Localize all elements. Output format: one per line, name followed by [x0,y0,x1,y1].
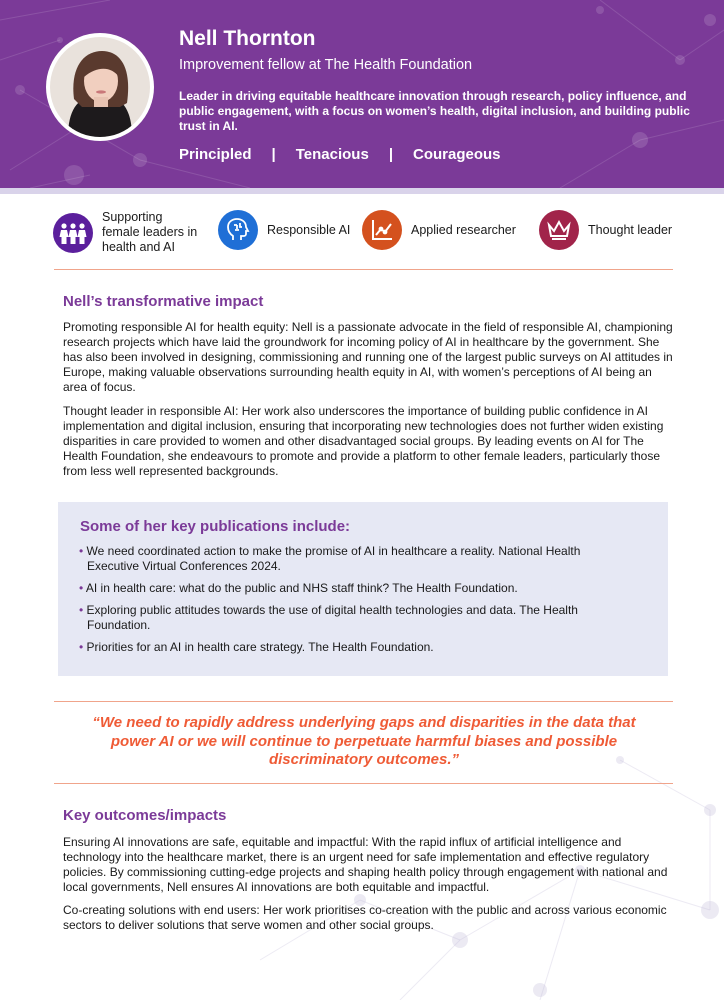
traits-list [179,146,501,163]
trait-courageous: Courageous [413,146,501,163]
trait-principled: Principled [179,146,252,163]
highlight-applied-researcher [362,210,516,250]
outcomes-heading: Key outcomes/impacts [63,807,227,824]
highlight-thought-leader [539,210,672,250]
bullet-icon: • [79,544,84,558]
impact-paragraph: Thought leader in responsible AI: Her work also underscores the importance of building public confidence in AI implementation and digital inclusion, ensuring that incorporating new technologies does not further widen existing disparities in care provided to women and other disadvantaged social groups. By leading events on AI for The Health Foundation, she endeavours to promote and provide a platform to other female leaders, particularly those from less well represented backgrounds. [63,404,664,478]
profile-role: Improvement fellow at The Health Foundation [179,57,473,73]
publication-item: • AI in health care: what do the public and NHS staff think? The Health Foundation. [79,581,518,595]
section-divider [54,783,673,784]
trait-separator: | [271,146,276,163]
highlight-label: Applied researcher [411,222,516,237]
section-divider [54,269,673,270]
trait-separator: | [388,146,394,163]
highlight-female-leaders [53,210,202,255]
trait-tenacious: Tenacious [295,146,369,163]
brain-head-icon [218,210,258,250]
impact-heading: Nell’s transformative impact [63,293,264,310]
outcomes-paragraph: Co-creating solutions with end users: Her work prioritises co-creation with the public and across various economic sectors to deliver solutions that serve women and other social groups. [63,903,667,932]
women-group-icon [53,213,93,253]
highlight-responsible-ai [218,210,350,250]
profile-header [0,0,724,188]
bullet-icon: • [79,603,84,617]
profile-photo [46,33,154,141]
publications-heading: Some of her key publications include: [80,518,351,535]
profile-name: Nell Thornton [179,27,316,50]
crown-icon [539,210,579,250]
highlight-label: Supporting female leaders in health and AI [102,210,198,254]
bullet-icon: • [79,640,84,654]
pull-quote: “We need to rapidly address underlying gaps and disparities in the data that power AI or we will continue to perpetuate harmful biases and possible discriminatory outcomes.” [92,714,636,768]
chart-icon [362,210,402,250]
publication-item: • Exploring public attitudes towards the use of digital health technologies and data. The Health Foundation. [79,603,578,632]
outcomes-paragraph: Ensuring AI innovations are safe, equitable and impactful: With the rapid influx of artificial intelligence and technology into the healthcare market, there is an urgent need for safe implementation and effective regulatory policies. By commissioning cutting-edge projects and shaping health policy through engagement with national and local governments, Nell ensures AI innovations are both equitable and impactful. [63,835,668,894]
impact-paragraph: Promoting responsible AI for health equity: Nell is a passionate advocate in the field of responsible AI, championing research projects which have laid the groundwork for incoming policy of AI in healthcare by the government. She has also been involved in designing, commissioning and running one of the largest public surveys on AI attitudes in Europe, making valuable observations surrounding health equity in AI, with women’s perceptions of AI being an area of focus. [63,320,673,394]
section-divider [54,701,673,702]
publications-list [79,544,619,662]
publication-item: • We need coordinated action to make the promise of AI in healthcare a reality. National Health Executive Virtual Conferences 2024. [79,544,581,573]
profile-tagline: Leader in driving equitable healthcare innovation through research, policy influence, and public engagement, with a focus on women’s health, digital inclusion, and building public trust in AI. [179,89,690,133]
avatar-portrait [50,37,150,137]
highlight-label: Thought leader [588,222,673,237]
highlight-label: Responsible AI [267,222,351,237]
bullet-icon: • [79,581,84,595]
highlights-row [0,210,724,260]
publications-panel [58,502,668,676]
header-divider-stripe [0,188,724,194]
publication-item: • Priorities for an AI in health care strategy. The Health Foundation. [79,640,434,654]
